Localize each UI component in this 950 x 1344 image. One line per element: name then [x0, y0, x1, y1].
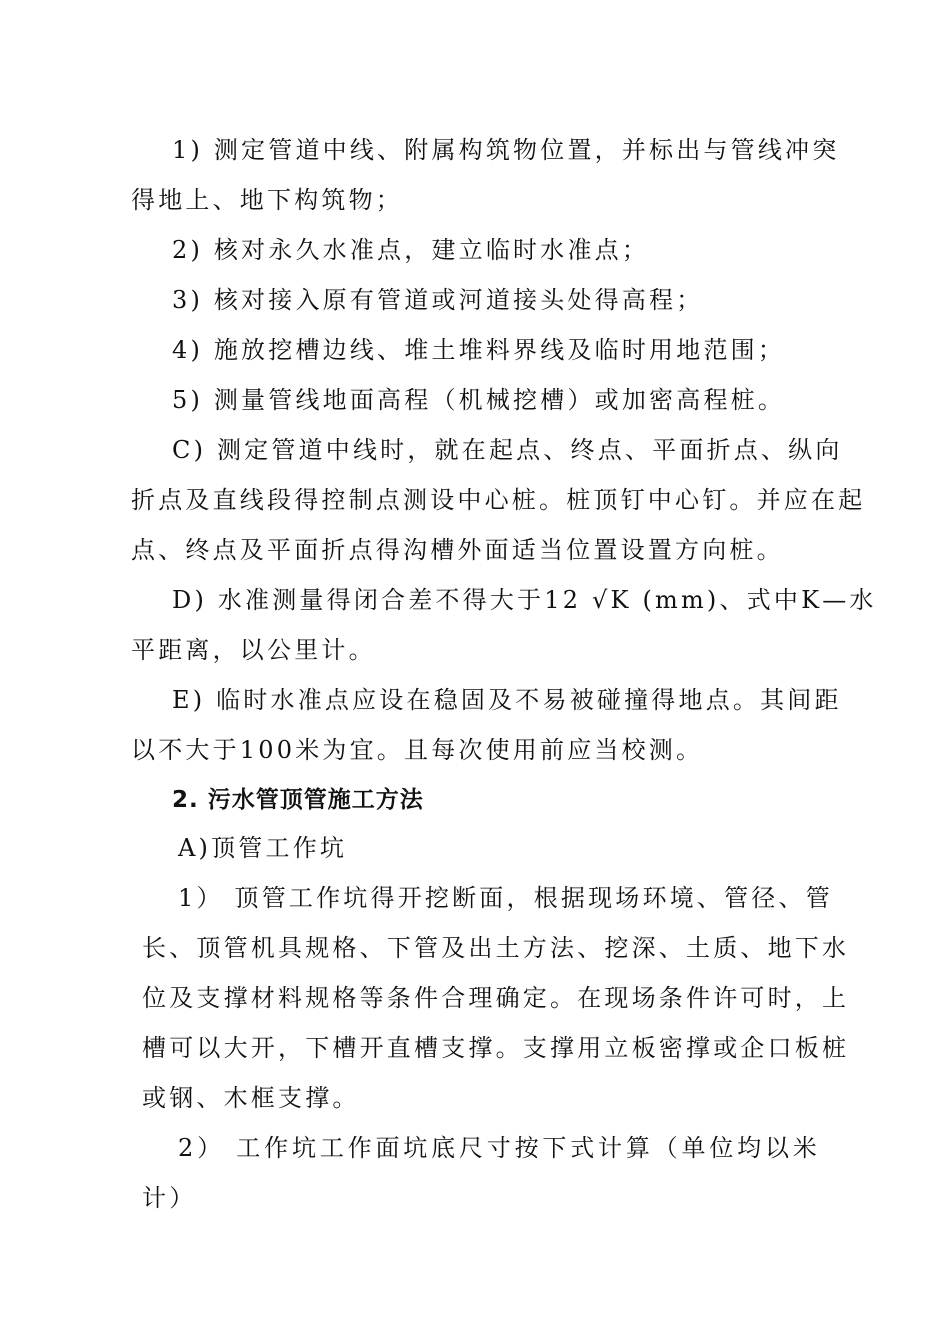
- text-line: 1） 顶管工作坑得开挖断面，根据现场环境、管径、管: [178, 884, 833, 912]
- text-line: 位及支撑材料规格等条件合理确定。在现场条件许可时，上: [142, 984, 850, 1012]
- text-line: 3) 核对接入原有管道或河道接头处得高程；: [172, 286, 704, 314]
- text-line: 4) 施放挖槽边线、堆土堆料界线及临时用地范围；: [172, 336, 786, 364]
- text-line: 得地上、地下构筑物；: [131, 186, 403, 214]
- subsection-heading: A)顶管工作坑: [178, 834, 348, 862]
- text-line: 折点及直线段得控制点测设中心桩。桩顶钉中心钉。并应在起: [131, 486, 866, 514]
- text-line: 平距离，以公里计。: [131, 636, 376, 664]
- text-line: E) 临时水准点应设在稳固及不易被碰撞得地点。其间距: [172, 686, 842, 714]
- text-line: C) 测定管道中线时，就在起点、终点、平面折点、纵向: [172, 436, 843, 464]
- text-line: 以不大于100米为宜。且每次使用前应当校测。: [131, 736, 704, 764]
- text-line: 槽可以大开，下槽开直槽支撑。支撑用立板密撑或企口板桩: [142, 1034, 850, 1062]
- text-line: D) 水准测量得闭合差不得大于12 √K (mm)、式中K—水: [172, 586, 877, 614]
- text-line: 2） 工作坑工作面坑底尺寸按下式计算（单位均以米: [178, 1134, 820, 1162]
- text-line: 5) 测量管线地面高程（机械挖槽）或加密高程桩。: [172, 386, 786, 414]
- text-line: 长、顶管机具规格、下管及出土方法、挖深、土质、地下水: [142, 934, 850, 962]
- text-line: 点、终点及平面折点得沟槽外面适当位置设置方向桩。: [131, 536, 784, 564]
- text-line: 2) 核对永久水准点，建立临时水准点；: [172, 236, 650, 264]
- section-heading: 2. 污水管顶管施工方法: [172, 787, 424, 813]
- text-line: 计）: [142, 1184, 197, 1212]
- text-line: 或钢、木框支撑。: [142, 1084, 360, 1112]
- text-line: 1) 测定管道中线、附属构筑物位置，并标出与管线冲突: [172, 136, 840, 164]
